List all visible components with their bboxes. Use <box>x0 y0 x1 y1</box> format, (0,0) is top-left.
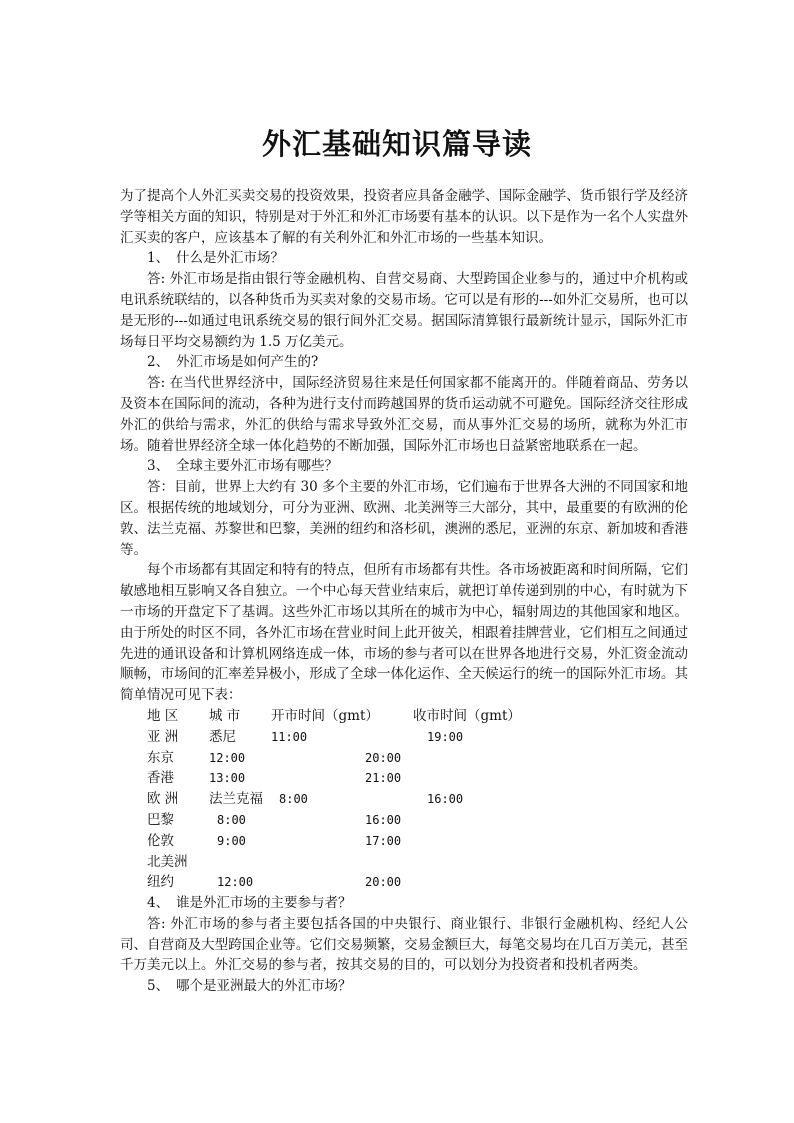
table-row <box>147 727 688 748</box>
cell-region: 北美洲 <box>147 853 188 870</box>
cell-open: 8:00 <box>217 812 246 827</box>
cell-close: 21:00 <box>365 771 402 786</box>
cell-region: 欧 洲 <box>147 791 179 808</box>
cell-open: 13:00 <box>209 771 246 786</box>
header-open: 开市时间（gmt） <box>271 707 379 724</box>
question-text: 全球主要外汇市场有哪些？ <box>176 458 338 475</box>
question-1 <box>120 248 688 269</box>
cell-city: 法兰克福 <box>209 791 263 808</box>
market-hours-table <box>120 706 688 893</box>
question-number: 1、 <box>147 250 170 267</box>
cell-close: 20:00 <box>365 875 402 890</box>
table-row <box>147 789 688 810</box>
cell-close: 17:00 <box>365 833 402 848</box>
cell-close: 19:00 <box>427 729 464 744</box>
table-row <box>147 872 688 893</box>
cell-city: 悉尼 <box>209 728 236 745</box>
question-3 <box>120 456 688 477</box>
header-close: 收市时间（gmt） <box>413 707 521 724</box>
table-row <box>147 768 688 789</box>
answer-1: 答: 外汇市场是指由银行等金融机构、自营交易商、大型跨国企业参与的，通过中介机构或电讯系统联结的，以各种货币为买卖对象的交易市场。它可以是有形的---如外汇交易所，也可以是无形的---如通过电讯系统交易的银行间外汇交易。据国际清算银行最新统计显示，国际外汇市场每日平均交易额约为 1.5 万亿美元。 <box>120 271 688 350</box>
answer-3: 答：目前，世界上大约有 30 多个主要的外汇市场，它们遍布于世界各大洲的不同国家和地区。根据传统的地域划分，可分为亚洲、欧洲、北美洲等三大部分，其中，最重要的有欧洲的伦敦、法兰克福、苏黎世和巴黎，美洲的纽约和洛杉矶，澳洲的悉尼，亚洲的东京、新加坡和香港等。 <box>120 479 688 558</box>
table-row <box>147 852 688 873</box>
cell-city: 香港 <box>147 770 174 787</box>
answer-4: 答: 外汇市场的参与者主要包括各国的中央银行、商业银行、非银行金融机构、经纪人公司、自营商及大型跨国企业等。它们交易频繁，交易金额巨大，每笔交易均在几百万美元，甚至千万美元以上。外汇交易的参与者，按其交易的目的，可以划分为投资者和投机者两类。 <box>120 915 688 974</box>
page-title: 外汇基础知识篇导读 <box>261 127 532 161</box>
cell-city: 纽约 <box>147 874 174 891</box>
table-row <box>147 748 688 769</box>
question-text: 外汇市场是如何产生的? <box>176 354 319 371</box>
header-region: 地 区 <box>147 707 179 724</box>
cell-city: 伦敦 <box>147 832 174 849</box>
document-body <box>120 186 688 997</box>
cell-close: 20:00 <box>365 750 402 765</box>
question-4 <box>120 893 688 914</box>
question-2 <box>120 352 688 373</box>
question-text: 哪个是亚洲最大的外汇市场？ <box>176 978 352 995</box>
cell-region: 亚 洲 <box>147 728 179 745</box>
cell-open: 12:00 <box>209 750 246 765</box>
question-number: 2、 <box>147 354 170 371</box>
answer-3-continued: 每个市场都有其固定和特有的特点，但所有市场都有共性。各市场被距离和时间所隔，它们敏感地相互影响又各自独立。一个中心每天营业结束后，就把订单传递到别的中心，有时就为下一市场的开盘定下了基调。这些外汇市场以其所在的城市为中心，辐射周边的其他国家和地区。由于所处的时区不同，各外汇市场在营业时间上此开彼关，相跟着挂牌营业，它们相互之间通过先进的通讯设备和计算机网络连成一体，市场的参与者可以在世界各地进行交易，外汇资金流动顺畅，市场间的汇率差异极小，形成了全球一体化运作、全天候运行的统一的国际外汇市场。其简单情况可见下表： <box>120 562 688 704</box>
cell-city: 巴黎 <box>147 811 174 828</box>
question-number: 3、 <box>147 458 170 475</box>
question-5 <box>120 976 688 997</box>
cell-open: 12:00 <box>217 875 254 890</box>
cell-close: 16:00 <box>365 812 402 827</box>
table-row <box>147 810 688 831</box>
header-city: 城 市 <box>209 707 241 724</box>
question-number: 4、 <box>147 895 170 912</box>
answer-2: 答: 在当代世界经济中，国际经济贸易往来是任何国家都不能离开的。伴随着商品、劳务以及资本在国际间的流动，各种为进行支付而跨越国界的货币运动就不可避免。国际经济交往形成外汇的供给与需求，外汇的供给与需求导致外汇交易，而从事外汇交易的场所，就称为外汇市场。随着世界经济全球一体化趋势的不断加强，国际外汇市场也日益紧密地联系在一起。 <box>120 375 688 454</box>
table-header-row <box>147 706 688 727</box>
question-text: 什么是外汇市场？ <box>176 250 284 267</box>
cell-open: 8:00 <box>279 792 308 807</box>
table-row <box>147 831 688 852</box>
cell-open: 9:00 <box>217 833 246 848</box>
question-number: 5、 <box>147 978 170 995</box>
cell-open: 11:00 <box>271 729 308 744</box>
cell-close: 16:00 <box>427 792 464 807</box>
intro-paragraph: 为了提高个人外汇买卖交易的投资效果，投资者应具备金融学、国际金融学、货币银行学及经济学等相关方面的知识，特别是对于外汇和外汇市场要有基本的认识。以下是作为一名个人实盘外汇买卖的客户，应该基本了解的有关利外汇和外汇市场的一些基本知识。 <box>120 188 688 246</box>
question-text: 谁是外汇市场的主要参与者？ <box>176 895 352 912</box>
cell-city: 东京 <box>147 749 174 766</box>
